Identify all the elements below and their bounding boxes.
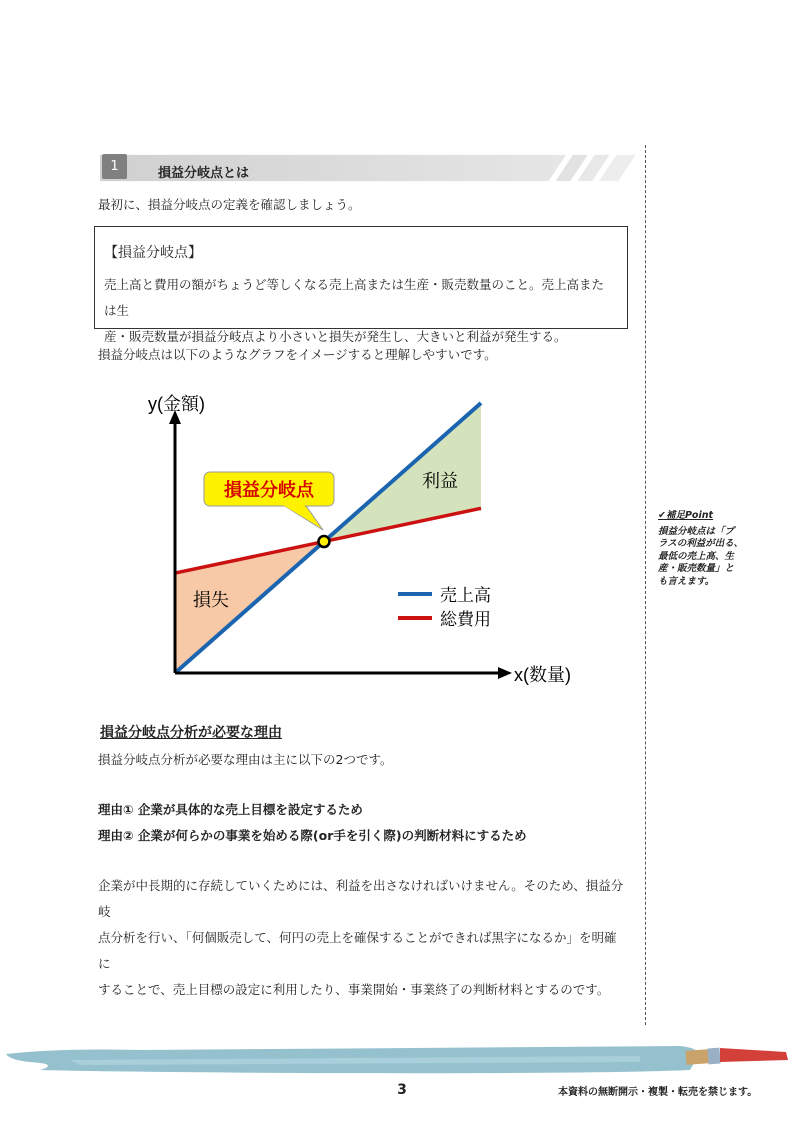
sidenote-line: 損益分岐点は「プ xyxy=(658,525,735,537)
body-line: 企業が中長期的に存続していくためには、利益を出さなければいけません。そのため、損益分岐 xyxy=(98,878,624,919)
reasons-heading: 損益分岐点分析が必要な理由 xyxy=(100,725,282,741)
margin-divider xyxy=(645,145,646,1025)
legend-sales-label: 売上高 xyxy=(440,586,491,605)
y-axis-label: y(金額) xyxy=(148,394,205,414)
brush-stroke-decoration xyxy=(0,1040,794,1080)
x-axis-label: x(数量) xyxy=(514,665,571,685)
body-line: することで、売上目標の設定に利用したり、事業開始・事業終了の判断材料とするのです。 xyxy=(98,982,610,997)
breakeven-callout xyxy=(204,472,334,530)
section-title: 損益分岐点とは xyxy=(158,166,250,181)
section-number-badge: 1 xyxy=(102,154,127,179)
reasons-body xyxy=(98,873,628,1003)
legend-cost-label: 総費用 xyxy=(440,610,491,629)
sidenote-line: ラスの利益が出る、 xyxy=(658,538,744,549)
definition-line: 売上高と費用の額がちょうど等しくなる売上高または生産・販売数量のこと。売上高または生 xyxy=(104,277,605,318)
sidenote-line: 最低の売上高、生 xyxy=(658,550,735,562)
intro-text: 最初に、損益分岐点の定義を確認しましょう。 xyxy=(98,197,361,212)
definition-title: 【損益分岐点】 xyxy=(104,245,202,261)
copyright-notice: 本資料の無断開示・複製・転売を禁じます。 xyxy=(558,1087,758,1098)
sidenote-line: 産・販売数量」と xyxy=(658,563,735,574)
reason-item-2: 理由② 企業が何らかの事業を始める際(or手を引く際)の判断材料にするため xyxy=(98,828,527,843)
body-line: 点分析を行い、「何個販売して、何円の売上を確保することができれば黒字になるか」を明確に xyxy=(98,930,617,971)
breakeven-point xyxy=(318,536,329,547)
x-axis-arrow xyxy=(498,667,512,679)
breakeven-label: 損益分岐点 xyxy=(224,480,314,500)
breakeven-chart xyxy=(130,390,590,695)
definition-body xyxy=(104,272,616,350)
profit-label: 利益 xyxy=(422,471,458,491)
page-number: 3 xyxy=(397,1082,407,1098)
sidenote xyxy=(658,510,753,588)
reason-item-1: 理由① 企業が具体的な売上目標を設定するため xyxy=(98,802,363,817)
sidenote-line: も言えます。 xyxy=(658,575,715,587)
sidenote-title: ✔補足Point xyxy=(658,510,714,521)
reasons-intro: 損益分岐点分析が必要な理由は主に以下の2つです。 xyxy=(98,752,393,767)
graph-intro-text: 損益分岐点は以下のようなグラフをイメージすると理解しやすいです。 xyxy=(98,347,497,362)
definition-line: 産・販売数量が損益分岐点より小さいと損失が発生し、大きいと利益が発生する。 xyxy=(104,329,567,344)
loss-label: 損失 xyxy=(193,590,229,610)
